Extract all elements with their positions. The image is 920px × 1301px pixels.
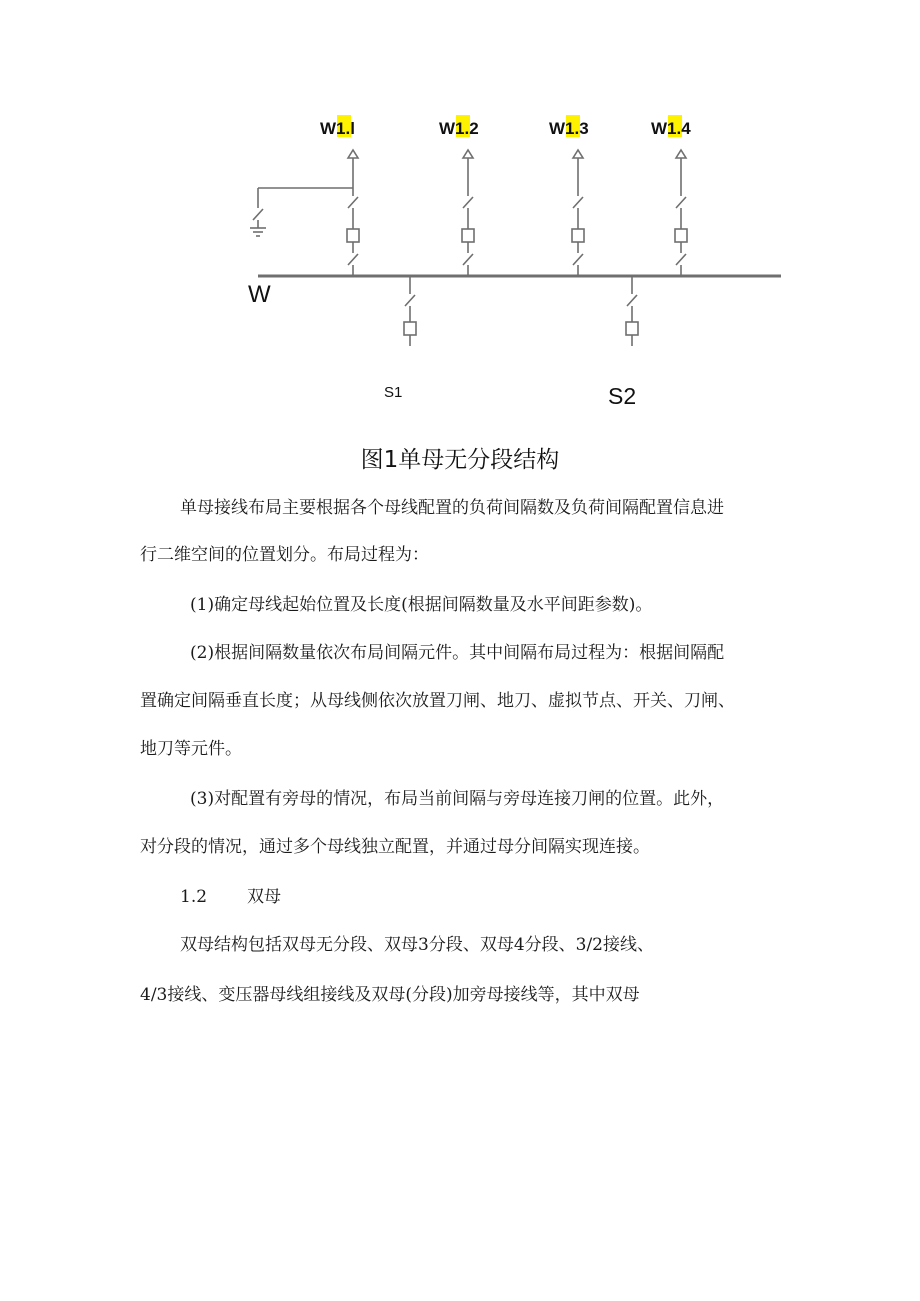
- feeder-label: [439, 115, 479, 138]
- bus-label: W: [248, 281, 271, 308]
- paragraph-line: 4/3接线、变压器母线组接线及双母(分段)加旁母接线等，其中双母: [140, 985, 640, 1005]
- section-number: 1.2: [180, 887, 208, 907]
- section-label-s1: S1: [384, 384, 403, 401]
- feeder-bay: [675, 150, 687, 276]
- section-bay-s2: [626, 276, 638, 346]
- section-bay-s1: [404, 276, 416, 346]
- paragraph-line: (1)确定母线起始位置及长度(根据间隔数量及水平间距参数)。: [190, 595, 653, 615]
- feeder-label: [651, 115, 691, 138]
- feeder-label: [549, 115, 589, 138]
- svg-text:W1.2: W1.2: [439, 119, 479, 138]
- svg-text:W1.l: W1.l: [320, 119, 355, 138]
- paragraph-line: 单母接线布局主要根据各个母线配置的负荷间隔数及负荷间隔配置信息进: [180, 498, 724, 518]
- single-bus-diagram: [0, 0, 920, 420]
- paragraph-line: 对分段的情况，通过多个母线独立配置，并通过母分间隔实现连接。: [140, 837, 650, 857]
- paragraph-line: 置确定间隔垂直长度；从母线侧依次放置刀闸、地刀、虚拟节点、开关、刀闸、: [140, 691, 735, 711]
- paragraph-line: 双母结构包括双母无分段、双母3分段、双母4分段、3/2接线、: [180, 935, 654, 955]
- earthing-switch: [250, 188, 353, 236]
- feeder-label: [320, 115, 355, 138]
- feeder-bay: [347, 150, 359, 276]
- section-label-s2: S2: [608, 383, 637, 409]
- paragraph-line: (2)根据间隔数量依次布局间隔元件。其中间隔布局过程为：根据间隔配: [190, 643, 725, 663]
- feeder-bay: [462, 150, 474, 276]
- paragraph-line: 地刀等元件。: [140, 739, 242, 759]
- svg-text:W1.3: W1.3: [549, 119, 589, 138]
- section-heading: [180, 886, 281, 908]
- paragraph-line: 行二维空间的位置划分。布局过程为：: [140, 545, 429, 565]
- feeder-bay: [572, 150, 584, 276]
- paragraph-line: (3)对配置有旁母的情况，布局当前间隔与旁母连接刀闸的位置。此外，: [190, 789, 725, 809]
- section-title: 双母: [247, 887, 282, 907]
- svg-text:W1.4: W1.4: [651, 119, 691, 138]
- figure-caption: 图1单母无分段结构: [360, 447, 560, 473]
